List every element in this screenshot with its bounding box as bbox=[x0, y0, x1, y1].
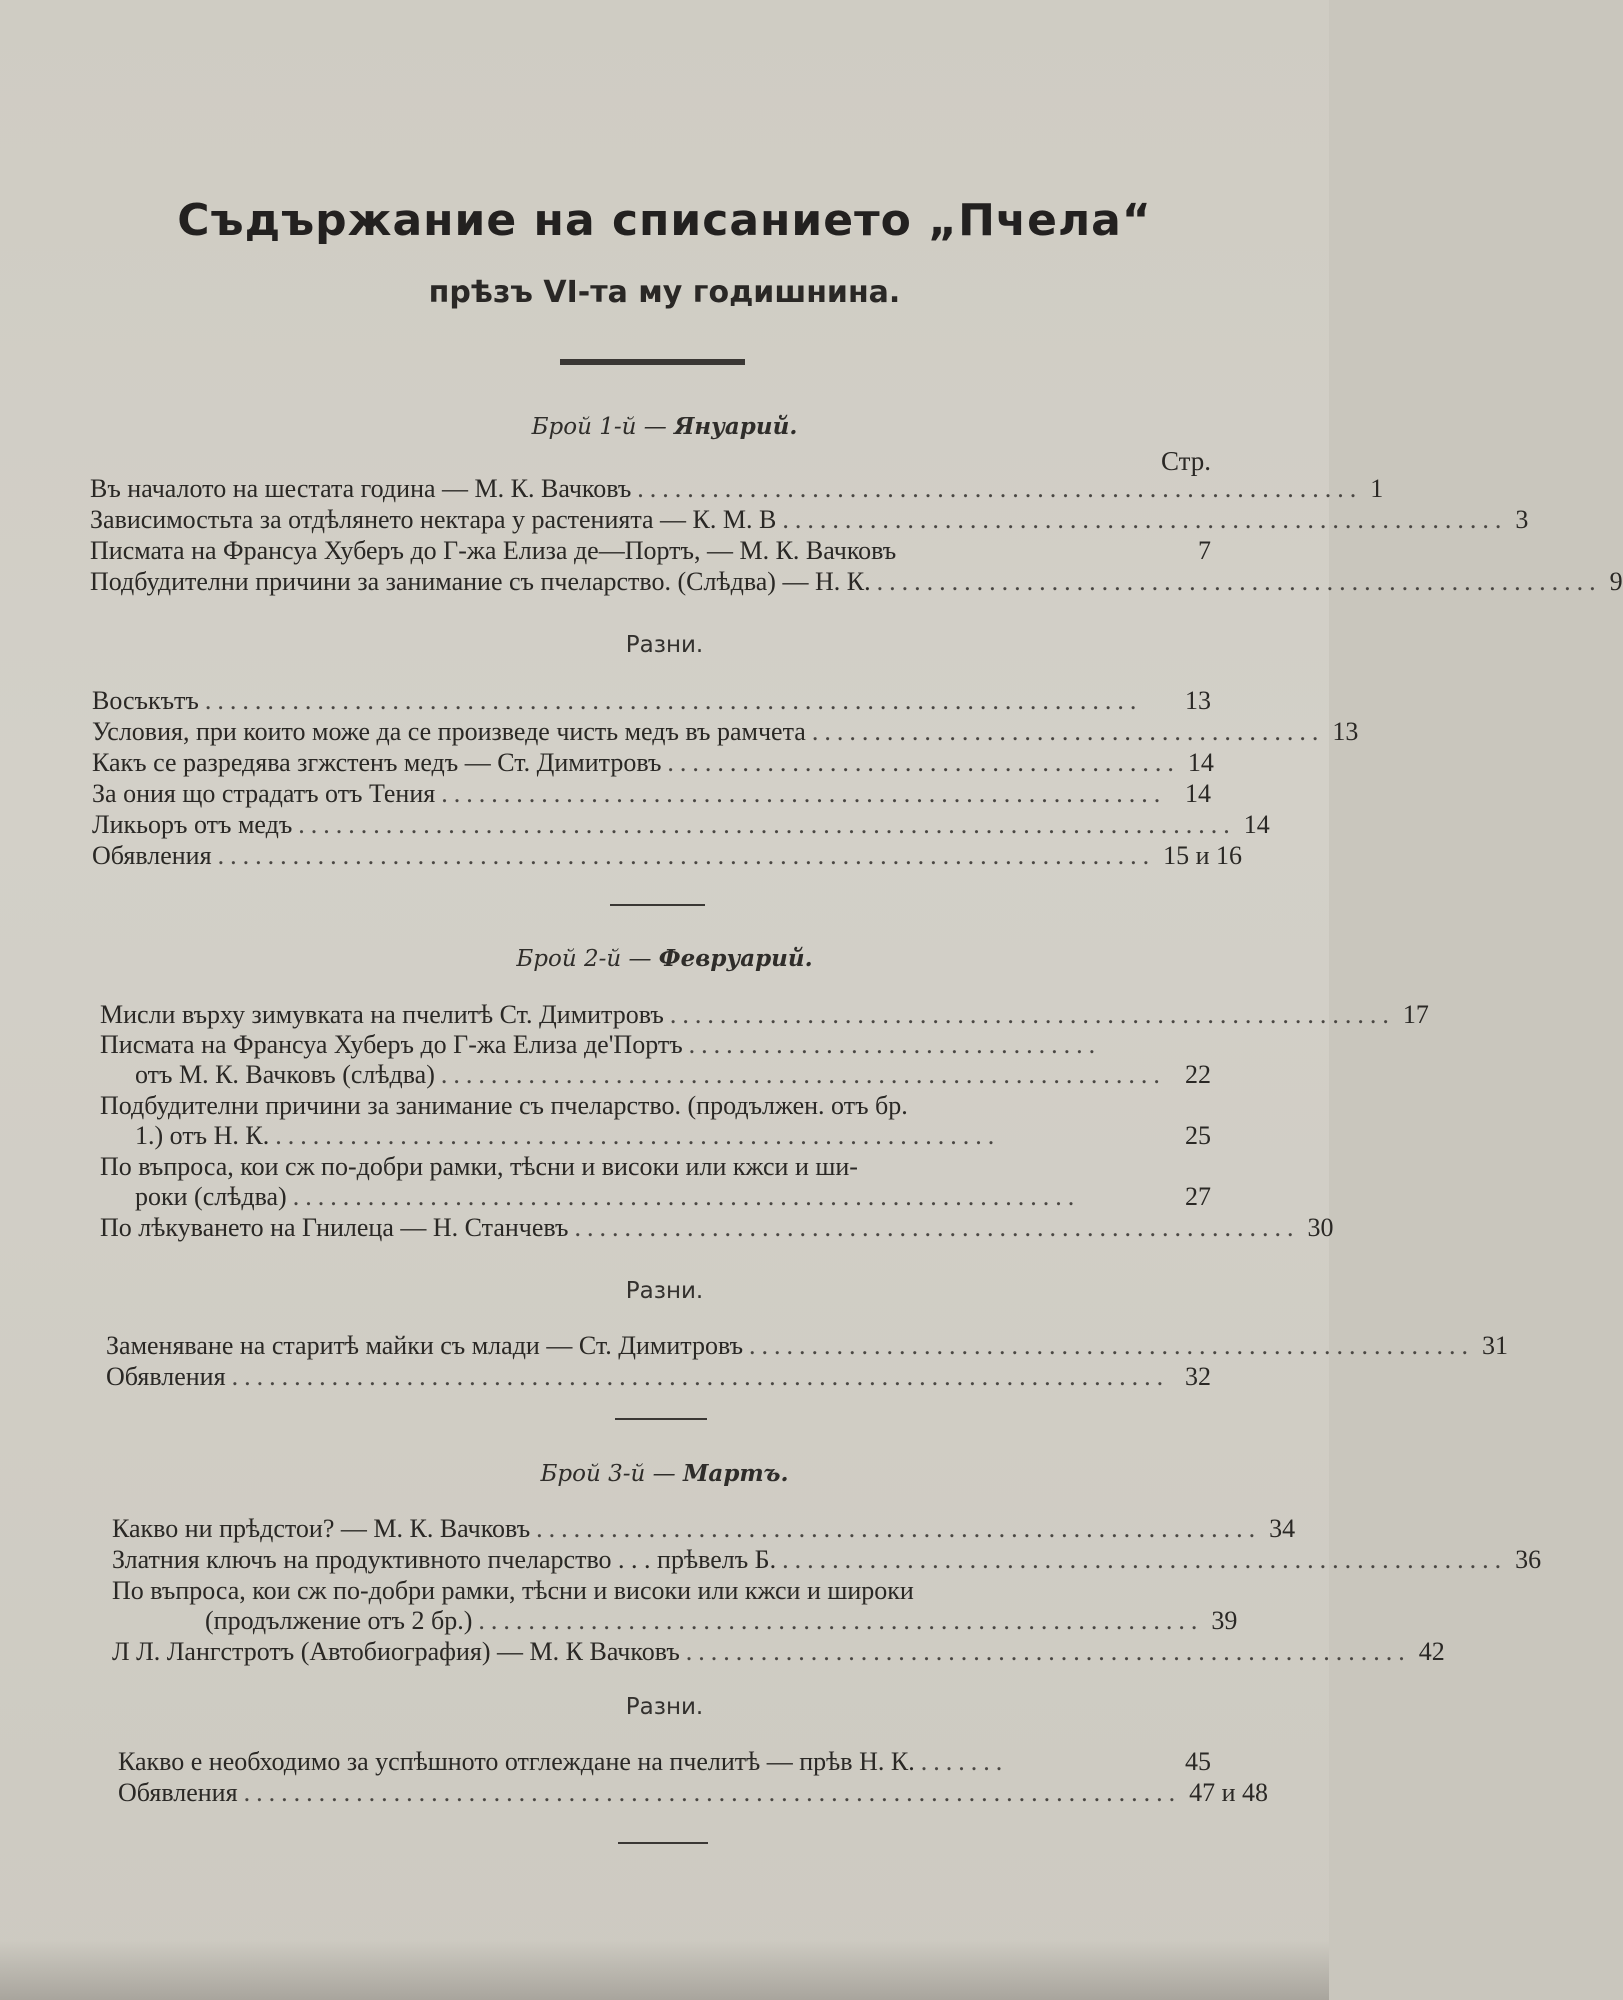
issue-3-heading bbox=[0, 1460, 1329, 1487]
toc-entry: Какво ни прѣдстои? — М. К. Вачковъ .......................................................... 34 bbox=[112, 1514, 1296, 1543]
section-divider bbox=[615, 1418, 707, 1420]
toc-entry: Подбудителни причини за занимание съ пчеларство. (Слѣдва) — Н. К. .......................................................... 9 bbox=[90, 567, 1623, 596]
toc-entry: По лѣкуването на Гнилеца — Н. Станчевъ .......................................................... 30 bbox=[100, 1213, 1334, 1242]
misc-heading: Разни. bbox=[625, 1278, 704, 1304]
page-shadow bbox=[0, 1940, 1329, 2000]
issue-2-heading bbox=[0, 945, 1329, 972]
issue-2-month: Февруарий. bbox=[658, 945, 813, 972]
toc-entry: Обявления ........................................................................... 15 и 16 bbox=[92, 841, 1242, 870]
page-column-label: Стр. bbox=[1160, 446, 1211, 476]
toc-entry: Писмата на Франсуа Хуберъ до Г-жа Елиза де'Портъ ................................. bbox=[100, 1030, 1102, 1059]
misc-heading: Разни. bbox=[625, 1694, 704, 1720]
toc-entry: Восъкътъ ........................................................................... 13 bbox=[92, 686, 1211, 715]
toc-entry: Обявления ........................................................................... 32 bbox=[106, 1362, 1211, 1391]
issue-1-number: Брой 1-й — bbox=[531, 414, 667, 440]
issue-1-month: Януарий. bbox=[674, 413, 798, 440]
toc-entry: За ония що страдатъ отъ Тения .......................................................... 14 bbox=[92, 779, 1211, 808]
issue-2-number: Брой 2-й — bbox=[516, 946, 652, 972]
misc-heading: Разни. bbox=[625, 632, 704, 658]
end-divider bbox=[618, 1842, 708, 1844]
toc-entry: Л Л. Лангстротъ (Автобиография) — М. К Вачковъ .......................................................... 42 bbox=[112, 1637, 1445, 1666]
toc-entry: Въ началото на шестата година — М. К. Вачковъ .......................................................... 1 bbox=[90, 474, 1384, 503]
toc-entry: Зависимостьта за отдѣлянето нектара у растенията — К. М. В .......................................................... 3 bbox=[90, 505, 1529, 534]
toc-entry: Какъ се разредява згжстенъ медъ — Ст. Димитровъ ......................................... 14 bbox=[92, 748, 1214, 777]
toc-entry: По въпроса, кои сж по-добри рамки, тѣсни и високи или кжси и ши- bbox=[100, 1152, 858, 1181]
toc-entry: Писмата на Франсуа Хуберъ до Г-жа Елиза де—Портъ, — М. К. Вачковъ 7 bbox=[90, 536, 1211, 565]
toc-entry-continuation: (продължение отъ 2 бр.) .......................................................... 39 bbox=[205, 1606, 1238, 1635]
toc-entry: По въпроса, кои сж по-добри рамки, тѣсни и високи или кжси и широки bbox=[112, 1576, 914, 1605]
page-subtitle: прѣзъ VI-та му годишнина. bbox=[428, 275, 901, 310]
toc-entry-continuation: роки (слѣдва) ............................................................... 27 bbox=[135, 1182, 1211, 1211]
toc-entry: Какво е необходимо за успѣшното отглеждане на пчелитѣ — прѣв Н. К. ....... 45 bbox=[118, 1747, 1211, 1776]
issue-3-number: Брой 3-й — bbox=[540, 1461, 676, 1487]
toc-entry: Условия, при които може да се произведе чисть медъ въ рамчета ......................................... 13 bbox=[92, 717, 1359, 746]
issue-3-month: Мартъ. bbox=[682, 1460, 789, 1487]
section-divider bbox=[610, 904, 705, 906]
toc-entry: Заменяване на старитѣ майки съ млади — Ст. Димитровъ .......................................................... 31 bbox=[106, 1331, 1509, 1360]
toc-entry: Ликьоръ отъ медъ ........................................................................... 14 bbox=[92, 810, 1270, 839]
toc-entry-continuation: отъ М. К. Вачковъ (слѣдва) .......................................................... 22 bbox=[135, 1060, 1211, 1089]
toc-entry: Обявления ........................................................................... 47 и 48 bbox=[118, 1778, 1268, 1807]
toc-entry: Златния ключъ на продуктивното пчеларство . . . прѣвелъ Б. .......................................................... 36 bbox=[112, 1545, 1542, 1574]
title-divider bbox=[560, 359, 745, 365]
toc-entry: Подбудителни причини за занимание съ пчеларство. (продължен. отъ бр. bbox=[100, 1091, 908, 1120]
toc-entry: Мисли върху зимувката на пчелитѣ Ст. Димитровъ .......................................................... 17 bbox=[100, 1000, 1429, 1029]
toc-entry-continuation: 1.) отъ Н. К. .......................................................... 25 bbox=[135, 1121, 1211, 1150]
page-title: Съдържание на списанието „Пчела“ bbox=[177, 195, 1152, 246]
issue-1-heading bbox=[0, 413, 1329, 440]
